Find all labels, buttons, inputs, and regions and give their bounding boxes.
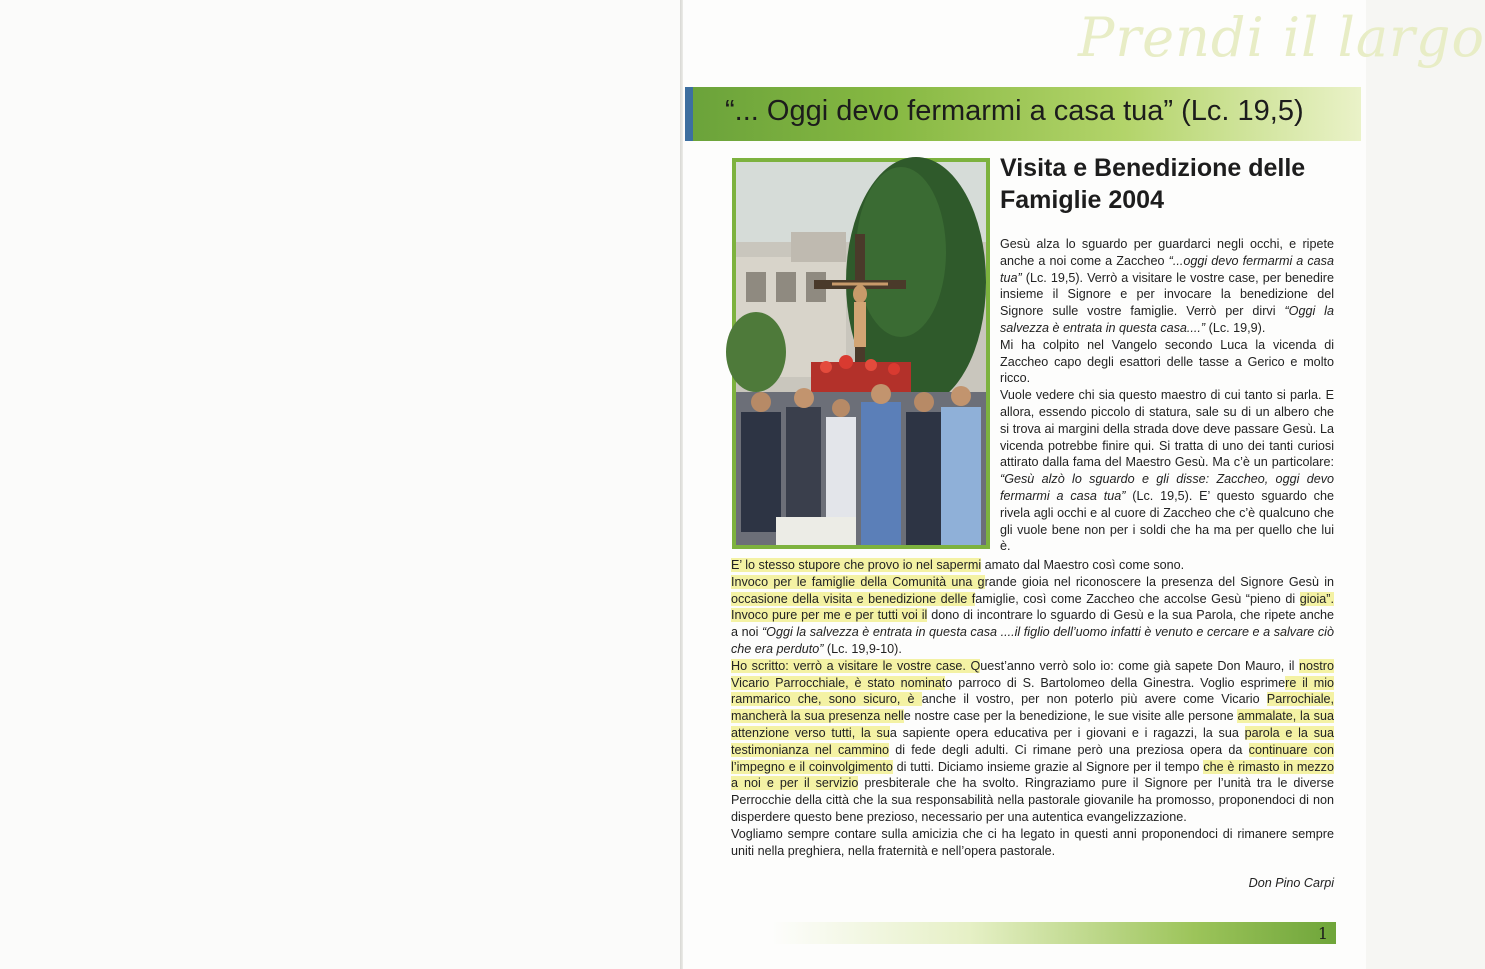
section-script-title: Prendi il largo <box>1078 6 1485 69</box>
title-band <box>685 87 1361 141</box>
left-blank-page <box>0 0 680 969</box>
page-number: 1 <box>1317 924 1328 943</box>
paragraph <box>731 658 1334 826</box>
text-run: Gesù alza lo sguardo per guardarci negli occhi, e ripete anche a noi come a Zaccheo <box>1000 237 1334 268</box>
article-full-width-text <box>731 557 1334 859</box>
highlighted-run: E’ lo stesso stupore che provo io nel sapermi <box>731 558 982 572</box>
paragraph: Mi ha colpito nel Vangelo secondo Luca la vicenda di Zaccheo capo degli esattori delle tasse a Gerico e molto ricco. <box>1000 337 1334 386</box>
text-run: dono di incontrare lo sguardo di Gesù e la sua Parola, che ripete anche a noi <box>731 608 1334 640</box>
footer-band <box>771 922 1336 944</box>
text-run: (Lc. 19,9-10). <box>823 641 902 656</box>
author-signature: Don Pino Carpi <box>1248 876 1334 890</box>
right-page <box>683 0 1485 969</box>
highlighted-run: occasione della visita e benedizione delle f <box>731 591 976 606</box>
text-run: o parroco di S. Bartolomeo della Ginestra. Voglio esprime <box>945 675 1286 690</box>
quote-run: “Oggi la salvezza è entrata in questa casa....” <box>1000 304 1334 335</box>
text-run: Vuole vedere chi sia questo maestro di cui tanto si parla. E allora, essendo piccolo di statura, sale su di un albero che si trova ai margini della strada dove deve passare Gesù. La vicenda potrebbe finire qui. Si tratta di uno dei tanti curiosi attirato dalla fama del Maestro Gesù. Ma c’è un particolare: <box>1000 388 1334 470</box>
highlighted-run: re il mio rammarico che, sono sicuro, è <box>731 675 1334 707</box>
procession-photo-illustration <box>736 162 986 545</box>
text-run: presbiterale che ha svolto. Ringraziamo pure il Signore per l’unità tra le diverse Perrocchie della città che la sua responsabilità nella pastorale giovanile ha promosso, proponendoci di non disperdere questo bene prezioso, necessario per una autentica evangelizzazione. <box>731 776 1335 824</box>
highlighted-run: parola e la sua testimonianza nel cammino <box>731 725 1335 757</box>
title-band-edge <box>685 87 693 141</box>
highlighted-run: Invoco per le famiglie della Comunità una g <box>731 574 985 589</box>
quote-run: “Oggi la salvezza è entrata in questa casa ....il figlio dell’uomo infatti è venuto e cercare e a salvare ciò che era perduto” <box>731 625 1334 656</box>
highlighted-run: continuare con l’impegno e il coinvolgimento <box>731 742 1334 774</box>
highlighted-run: gioia”. Invoco pure per me e per tutti voi il <box>731 591 1334 623</box>
text-run: di fede degli adulti. Ci rimane però una preziosa opera da <box>889 742 1249 757</box>
article-column-text <box>1000 236 1334 555</box>
highlighted-run: che è rimasto in mezzo a noi e per il servizio <box>731 759 1334 791</box>
text-run: anche il vostro, per non poterlo più avere come Vicario <box>921 692 1267 707</box>
quote-run: “...oggi devo fermarmi a casa tua” <box>1000 253 1334 285</box>
text-run: rande gioia nel riconoscere la presenza del Signore Gesù in <box>984 574 1335 589</box>
quote-run: “Gesù alzò lo sguardo e gli disse: Zaccheo, oggi devo fermarmi a casa tua” <box>1000 472 1334 503</box>
text-run: amato dal Maestro così come sono. <box>981 558 1185 572</box>
article-title: Visita e Benedizione delle Famiglie 2004 <box>1000 154 1306 214</box>
text-run: amiglie, così come Zaccheo che accolse Gesù “pieno di <box>975 591 1300 606</box>
paragraph: Vogliamo sempre contare sulla amicizia che ci ha legato in questi anni proponendoci di rimanere sempre uniti nella preghiera, nella fraternità e nell’opera pastorale. <box>731 826 1334 858</box>
paragraph <box>731 574 1334 658</box>
text-run: di tutti. Diciamo insieme grazie al Signore per il tempo <box>892 759 1204 774</box>
page-title: “... Oggi devo fermarmi a casa tua” (Lc. 19,5) <box>725 95 1304 127</box>
highlighted-run: Ho scritto: verrò a visitare le vostre case. Q <box>731 658 981 673</box>
highlighted-run: nostro Vicario Parrocchiale, è stato nominat <box>731 658 1334 690</box>
paragraph <box>1000 387 1334 555</box>
highlighted-run: ammalate, la sua attenzione verso tutti, la su <box>731 709 1334 740</box>
procession-photo <box>732 158 990 549</box>
text-run: (Lc. 19,5). Verrò a visitare le vostre case, per benedire insieme il Signore e per invocare la benedizione del Signore sulle vostre famiglie. Verrò per dirvi <box>1000 270 1334 319</box>
text-run: uest’anno verrò solo io: come già sapete Don Mauro, il <box>980 658 1299 673</box>
highlighted-run: Parrochiale, mancherà la sua presenza nell <box>731 692 1334 724</box>
paragraph <box>731 557 1334 574</box>
text-run: (Lc. 19,5). E’ questo sguardo che rivela agli occhi e al cuore di Zaccheo che c’è qualcuno che gli vuole bene non per i soldi che ha ma per quello che lui è. <box>1000 488 1334 554</box>
text-run: e nostre case per la benedizione, le sue visite alle persone <box>903 709 1238 724</box>
text-run: (Lc. 19,9). <box>1205 320 1266 335</box>
paragraph <box>1000 236 1334 337</box>
text-run: a sapiente opera educativa per i giovani e i ragazzi, la sua <box>889 725 1245 740</box>
